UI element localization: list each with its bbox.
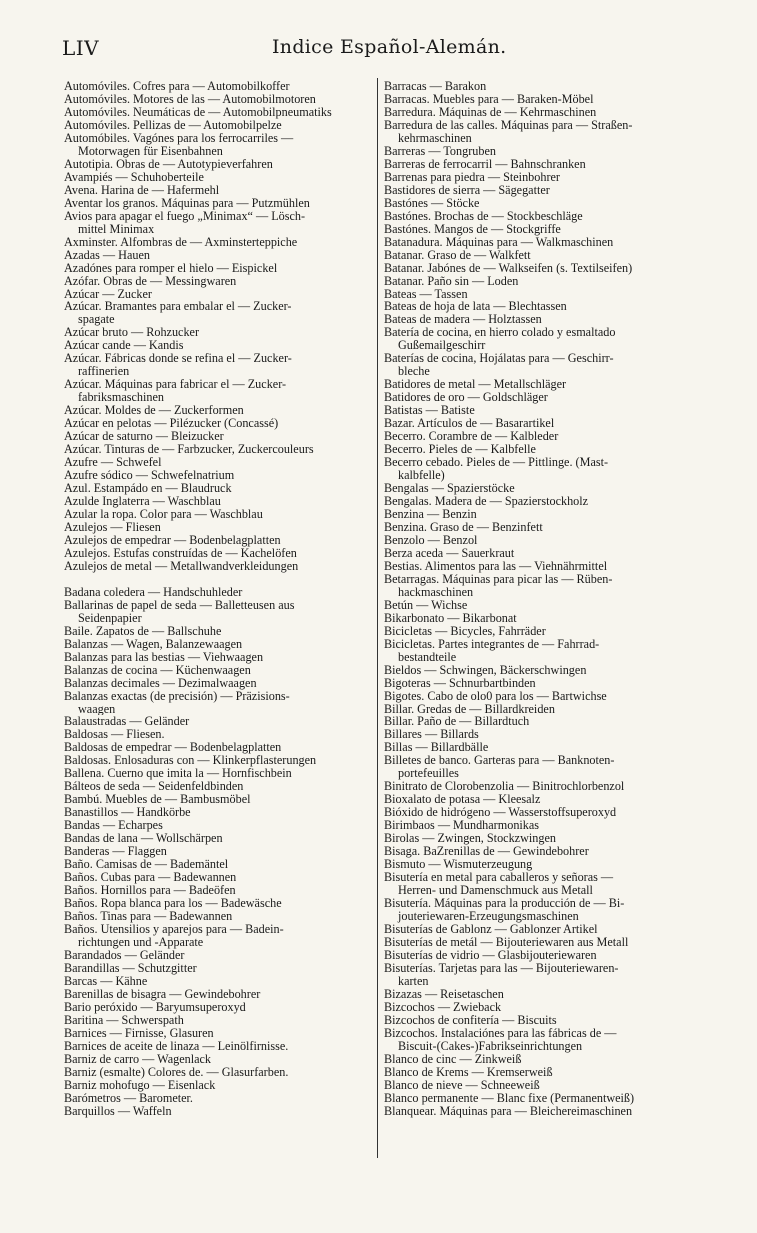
index-entry: Bikarbonato — Bikarbonat bbox=[384, 611, 517, 625]
index-entry: Birolas — Zwingen, Stockzwingen bbox=[384, 832, 556, 846]
index-entry: Barenillas de bisagra — Gewindebohrer bbox=[64, 987, 261, 1001]
index-entry: Bisuterías de vidrio — Glasbijouteriewaren bbox=[384, 948, 597, 962]
index-entry bbox=[64, 573, 374, 586]
index-entry-continuation: karten bbox=[398, 974, 429, 988]
index-entry: Barredura. Máquinas de — Kehrmaschinen bbox=[384, 105, 597, 119]
index-entry: Binitrato de Clorobenzolia — Binitrochlorbenzol bbox=[384, 780, 625, 794]
index-entry: Barracas — Barakon bbox=[384, 80, 487, 93]
index-entry: Azul. Estampádo en — Blaudruck bbox=[64, 482, 232, 495]
index-entry: Betarragas. Máquinas para picar las — Rüben- bbox=[384, 572, 613, 586]
index-entry: Billar. Gredas de — Billardkreiden bbox=[384, 702, 555, 716]
index-entry: Azúcar cande — Kandis bbox=[64, 339, 184, 353]
index-entry: Barnices — Firnisse, Glasuren bbox=[64, 1026, 214, 1040]
index-entry: Automóbiles. Vagónes para los ferrocarriles — bbox=[64, 131, 294, 145]
index-entry: Bandas de lana — Wollschärpen bbox=[64, 832, 223, 846]
index-entry: Bario peróxido — Baryumsuperoxyd bbox=[64, 1000, 246, 1014]
index-entry: Barrenas para piedra — Steinbohrer bbox=[384, 170, 560, 184]
index-entry: Avena. Harina de — Hafermehl bbox=[64, 183, 220, 197]
index-entry: Automóviles. Pellizas de — Automobilpelze bbox=[64, 118, 282, 132]
index-entry-continuation: spagate bbox=[78, 313, 115, 327]
index-entry: Batidores de metal — Metallschläger bbox=[384, 378, 567, 392]
index-entry: Banderas — Flaggen bbox=[64, 845, 167, 859]
index-entry: Azadónes para romper el hielo — Eispickel bbox=[64, 261, 278, 275]
index-entry-continuation: fabriksmaschinen bbox=[78, 391, 164, 405]
index-entry: Billas — Billardbälle bbox=[384, 741, 489, 755]
index-entry: Azulde Inglaterra — Waschblau bbox=[64, 495, 221, 508]
index-entry: Bizazas — Reisetaschen bbox=[384, 987, 504, 1001]
index-entry: Baños. Utensilios y aparejos para — Badein- bbox=[64, 922, 284, 936]
index-entry: Azúcar bruto — Rohzucker bbox=[64, 326, 200, 340]
index-entry: Baldosas de empedrar — Bodenbelagplatten bbox=[64, 741, 282, 755]
index-entry-continuation: Motorwagen für Eisenbahnen bbox=[78, 144, 223, 158]
index-entry: Bisuterías de Gablonz — Gablonzer Artikel bbox=[384, 922, 598, 936]
index-entry: Baños. Tinas para — Badewannen bbox=[64, 910, 233, 923]
page-title: Indice Español-Alemán. bbox=[272, 36, 507, 58]
index-entry: Batidores de oro — Goldschläger bbox=[384, 391, 548, 405]
index-entry: Azúcar — Zucker bbox=[64, 287, 152, 301]
index-entry: Batería de cocina, en hierro colado y esmaltado bbox=[384, 326, 616, 340]
index-entry-continuation: bestandteile bbox=[398, 650, 457, 664]
index-entry: Bateas — Tassen bbox=[384, 287, 468, 301]
index-entry: Bazar. Artículos de — Basarartikel bbox=[384, 417, 555, 431]
index-entry: Azular la ropa. Color para — Waschblau bbox=[64, 507, 263, 521]
index-entry-continuation: bleche bbox=[398, 365, 430, 379]
index-entry: Balanzas para las bestias — Viehwaagen bbox=[64, 650, 264, 664]
index-entry: Barniz de carro — Wagenlack bbox=[64, 1052, 212, 1066]
index-entry: Azúcar. Moldes de — Zuckerformen bbox=[64, 404, 244, 418]
index-entry: Barquillos — Waffeln bbox=[64, 1104, 172, 1118]
index-entry: Balaustradas — Geländer bbox=[64, 715, 190, 729]
index-entry: Bismuto — Wismuterzeugung bbox=[384, 858, 533, 872]
index-entry: Bigotes. Cabo de olo0 para los — Bartwichse bbox=[384, 689, 607, 703]
index-entry: Balanzas de cocina — Küchenwaagen bbox=[64, 663, 251, 677]
index-entry-continuation: portefeuilles bbox=[398, 767, 459, 781]
index-entry: Bisutería. Máquinas para la producción de — Bi- bbox=[384, 897, 625, 910]
index-entry-continuation: kehrmaschinen bbox=[398, 131, 472, 145]
index-entry: Balanzas decimales — Dezimalwaagen bbox=[64, 676, 257, 690]
index-entry: Bigoteras — Schnurbartbinden bbox=[384, 676, 536, 690]
index-entry: Benzolo — Benzol bbox=[384, 533, 478, 547]
index-entry: Bandas — Echarpes bbox=[64, 819, 163, 833]
index-entry: Azúcar. Bramantes para embalar el — Zucker- bbox=[64, 300, 292, 314]
index-entry: Barreras — Tongruben bbox=[384, 144, 496, 158]
index-entry: Bastónes. Mangos de — Stockgriffe bbox=[384, 222, 561, 236]
index-entry: Bieldos — Schwingen, Bäckerschwingen bbox=[384, 663, 587, 677]
page-header bbox=[62, 36, 695, 60]
index-entry: Bateas de madera — Holztassen bbox=[384, 313, 542, 327]
index-entry: Bizcochos. Instalaciónes para las fábricas de — bbox=[384, 1026, 617, 1040]
index-entry: Bateas de hoja de lata — Blechtassen bbox=[384, 300, 567, 314]
index-entry: Azulejos de empedrar — Bodenbelagplatten bbox=[64, 533, 281, 547]
index-entry: Azúcar. Tinturas de — Farbzucker, Zuckercouleurs bbox=[64, 443, 314, 457]
index-entry: Azúcar. Fábricas donde se refina el — Zucker- bbox=[64, 352, 292, 366]
index-entry: Batanadura. Máquinas para — Walkmaschinen bbox=[384, 235, 614, 249]
index-entry: Balanzas exactas (de precisión) — Präzisions- bbox=[64, 689, 290, 703]
index-entry-continuation: waagen bbox=[78, 702, 116, 716]
index-entry: Azúcar en pelotas — Pilézucker (Concassé) bbox=[64, 417, 279, 431]
index-entry-continuation: Herren- und Damenschmuck aus Metall bbox=[398, 884, 593, 898]
index-entry: Bestias. Alimentos para las — Viehnährmittel bbox=[384, 559, 608, 573]
index-entry: Barredura de las calles. Máquinas para — Straßen- bbox=[384, 118, 633, 132]
index-entry-continuation: kalbfelle) bbox=[398, 469, 445, 483]
index-entry: Benzina. Graso de — Benzinfett bbox=[384, 520, 543, 534]
index-entry: Blanquear. Máquinas para — Bleichereimaschinen bbox=[384, 1104, 633, 1118]
index-entry: Batanar. Jabónes de — Walkseifen (s. Textilseifen) bbox=[384, 261, 633, 275]
index-entry: Bicicletas. Partes integrantes de — Fahrrad- bbox=[384, 637, 600, 651]
index-entry-continuation: richtungen und -Apparate bbox=[78, 935, 204, 949]
index-entry: Avampiés — Schuhoberteile bbox=[64, 170, 204, 184]
index-entry: Axminster. Alfombras de — Axminsterteppiche bbox=[64, 235, 298, 249]
index-entry-continuation: Seidenpapier bbox=[78, 611, 142, 625]
index-entry-continuation: Biscuit-(Cakes-)Fabrikseinrichtungen bbox=[398, 1039, 583, 1053]
index-entry: Baterías de cocina, Hojálatas para — Geschirr- bbox=[384, 352, 614, 366]
index-entry: Baño. Camisas de — Bademäntel bbox=[64, 858, 229, 872]
left-column bbox=[64, 80, 374, 1118]
index-entry: Barandillas — Schutzgitter bbox=[64, 961, 197, 975]
index-entry: Baños. Hornillos para — Badeöfen bbox=[64, 884, 236, 898]
index-entry: Barracas. Muebles para — Baraken-Möbel bbox=[384, 92, 594, 106]
index-entry: Barniz mohofugo — Eisenlack bbox=[64, 1078, 216, 1092]
index-entry: Becerro. Corambre de — Kalbleder bbox=[384, 430, 559, 444]
index-entry: Billar. Paño de — Billardtuch bbox=[384, 715, 530, 729]
index-entry: Birimbaos — Mundharmonikas bbox=[384, 819, 540, 833]
index-entry-continuation: Gußemailgeschirr bbox=[398, 339, 486, 353]
index-entry: Azulejos. Estufas construídas de — Kachelöfen bbox=[64, 546, 297, 560]
index-entry-continuation: raffinerien bbox=[78, 365, 130, 379]
index-entry: Bisutería en metal para caballeros y señoras — bbox=[384, 871, 614, 885]
page-number: LIV bbox=[62, 36, 100, 60]
index-entry: Azófar. Obras de — Messingwaren bbox=[64, 274, 237, 288]
index-entry: Baldosas — Fliesen. bbox=[64, 728, 165, 742]
index-entry: Blanco permanente — Blanc fixe (Permanentweiß) bbox=[384, 1091, 635, 1105]
index-entry: Blanco de Krems — Kremserweiß bbox=[384, 1065, 553, 1079]
index-entry: Baile. Zapatos de — Ballschuhe bbox=[64, 624, 222, 638]
index-entry: Billetes de banco. Garteras para — Banknoten- bbox=[384, 754, 615, 768]
index-entry: Azúcar de saturno — Bleizucker bbox=[64, 430, 224, 444]
index-entry: Bioxalato de potasa — Kleesalz bbox=[384, 793, 541, 807]
index-entry: Bióxido de hidrógeno — Wasserstoffsuperoxyd bbox=[384, 806, 617, 820]
index-entry: Betún — Wichse bbox=[384, 598, 468, 612]
index-entry: Automóviles. Motores de las — Automobilmotoren bbox=[64, 92, 316, 106]
index-entry-continuation: hackmaschinen bbox=[398, 585, 474, 599]
index-entry: Becerro. Pieles de — Kalbfelle bbox=[384, 443, 536, 457]
index-entry: Bambú. Muebles de — Bambusmöbel bbox=[64, 793, 251, 807]
index-entry: Baldosas. Enlosaduras con — Klinkerpflasterungen bbox=[64, 754, 317, 768]
column-divider bbox=[377, 78, 378, 1158]
index-entry: Baños. Cubas para — Badewannen bbox=[64, 871, 237, 885]
index-entry: Bastónes. Brochas de — Stockbeschläge bbox=[384, 209, 583, 223]
index-entry: Automóviles. Neumáticas de — Automobilpneumatiks bbox=[64, 105, 332, 119]
index-entry: Ballena. Cuerno que imita la — Hornfischbein bbox=[64, 767, 292, 781]
index-entry: Baritina — Schwerspath bbox=[64, 1013, 184, 1027]
index-entry: Bisaga. BaZrenillas de — Gewindebohrer bbox=[384, 845, 589, 859]
index-entry: Barcas — Kähne bbox=[64, 974, 148, 988]
index-entry: Blanco de nieve — Schneeweiß bbox=[384, 1078, 540, 1092]
index-entry: Badana coledera — Handschuhleder bbox=[64, 585, 243, 599]
index-entry: Azulejos de metal — Metallwandverkleidungen bbox=[64, 559, 299, 573]
right-column bbox=[384, 80, 696, 1118]
index-entry: Bastidores de sierra — Sägegatter bbox=[384, 183, 550, 197]
index-entry: Bengalas — Spazierstöcke bbox=[384, 482, 515, 495]
index-entry: Autotipia. Obras de — Autotypieverfahren bbox=[64, 157, 273, 171]
index-entry: Automóviles. Cofres para — Automobilkoffer bbox=[64, 80, 290, 93]
index-entry: Bizcochos — Zwieback bbox=[384, 1000, 502, 1014]
index-entry: Azufre sódico — Schwefelnatrium bbox=[64, 469, 235, 483]
index-entry: Ballarinas de papel de seda — Balletteusen aus bbox=[64, 598, 295, 612]
index-entry: Becerro cebado. Pieles de — Pittlinge. (Mast- bbox=[384, 456, 609, 470]
index-entry: Benzina — Benzin bbox=[384, 507, 477, 521]
index-entry: Balanzas — Wagen, Balanzewaagen bbox=[64, 637, 243, 651]
index-entry: Azadas — Hauen bbox=[64, 248, 150, 262]
index-entry: Aventar los granos. Máquinas para — Putzmühlen bbox=[64, 196, 310, 210]
index-entry: Azufre — Schwefel bbox=[64, 456, 162, 470]
index-entry: Baños. Ropa blanca para los — Badewäsche bbox=[64, 897, 282, 910]
index-entry-continuation: jouteriewaren-Erzeugungsmaschinen bbox=[398, 910, 579, 923]
index-entry: Azúcar. Máquinas para fabricar el — Zucker- bbox=[64, 378, 287, 392]
index-entry: Batanar. Paño sin — Loden bbox=[384, 274, 519, 288]
index-entry: Berza aceda — Sauerkraut bbox=[384, 546, 515, 560]
index-entry: Bengalas. Madera de — Spazierstockholz bbox=[384, 495, 589, 508]
index-entry: Bicicletas — Bicycles, Fahrräder bbox=[384, 624, 546, 638]
index-entry: Batistas — Batiste bbox=[384, 404, 475, 418]
index-entry: Barnices de aceite de linaza — Leinölfirnisse. bbox=[64, 1039, 289, 1053]
index-entry: Bálteos de seda — Seidenfeldbinden bbox=[64, 780, 244, 794]
index-entry: Avios para apagar el fuego „Minimax“ — Lösch- bbox=[64, 209, 306, 223]
index-entry: Blanco de cinc — Zinkweiß bbox=[384, 1052, 522, 1066]
index-entry: Batanar. Graso de — Walkfett bbox=[384, 248, 531, 262]
index-entry: Billares — Billards bbox=[384, 728, 479, 742]
index-entry: Barreras de ferrocarril — Bahnschranken bbox=[384, 157, 586, 171]
index-entry: Barandados — Geländer bbox=[64, 948, 185, 962]
index-entry: Bizcochos de confitería — Biscuits bbox=[384, 1013, 557, 1027]
index-entry: Barniz (esmalte) Colores de. — Glasurfarben. bbox=[64, 1065, 289, 1079]
index-entry: Bisuterías. Tarjetas para las — Bijouteriewaren- bbox=[384, 961, 619, 975]
index-entry: Bisuterías de metál — Bijouteriewaren aus Metall bbox=[384, 935, 629, 949]
index-entry: Banastillos — Handkörbe bbox=[64, 806, 191, 820]
index-entry: Bastónes — Stöcke bbox=[384, 196, 480, 210]
index-entry: Azulejos — Fliesen bbox=[64, 520, 161, 534]
index-entry-continuation: mittel Minimax bbox=[78, 222, 155, 236]
index-entry: Barómetros — Barometer. bbox=[64, 1091, 193, 1105]
